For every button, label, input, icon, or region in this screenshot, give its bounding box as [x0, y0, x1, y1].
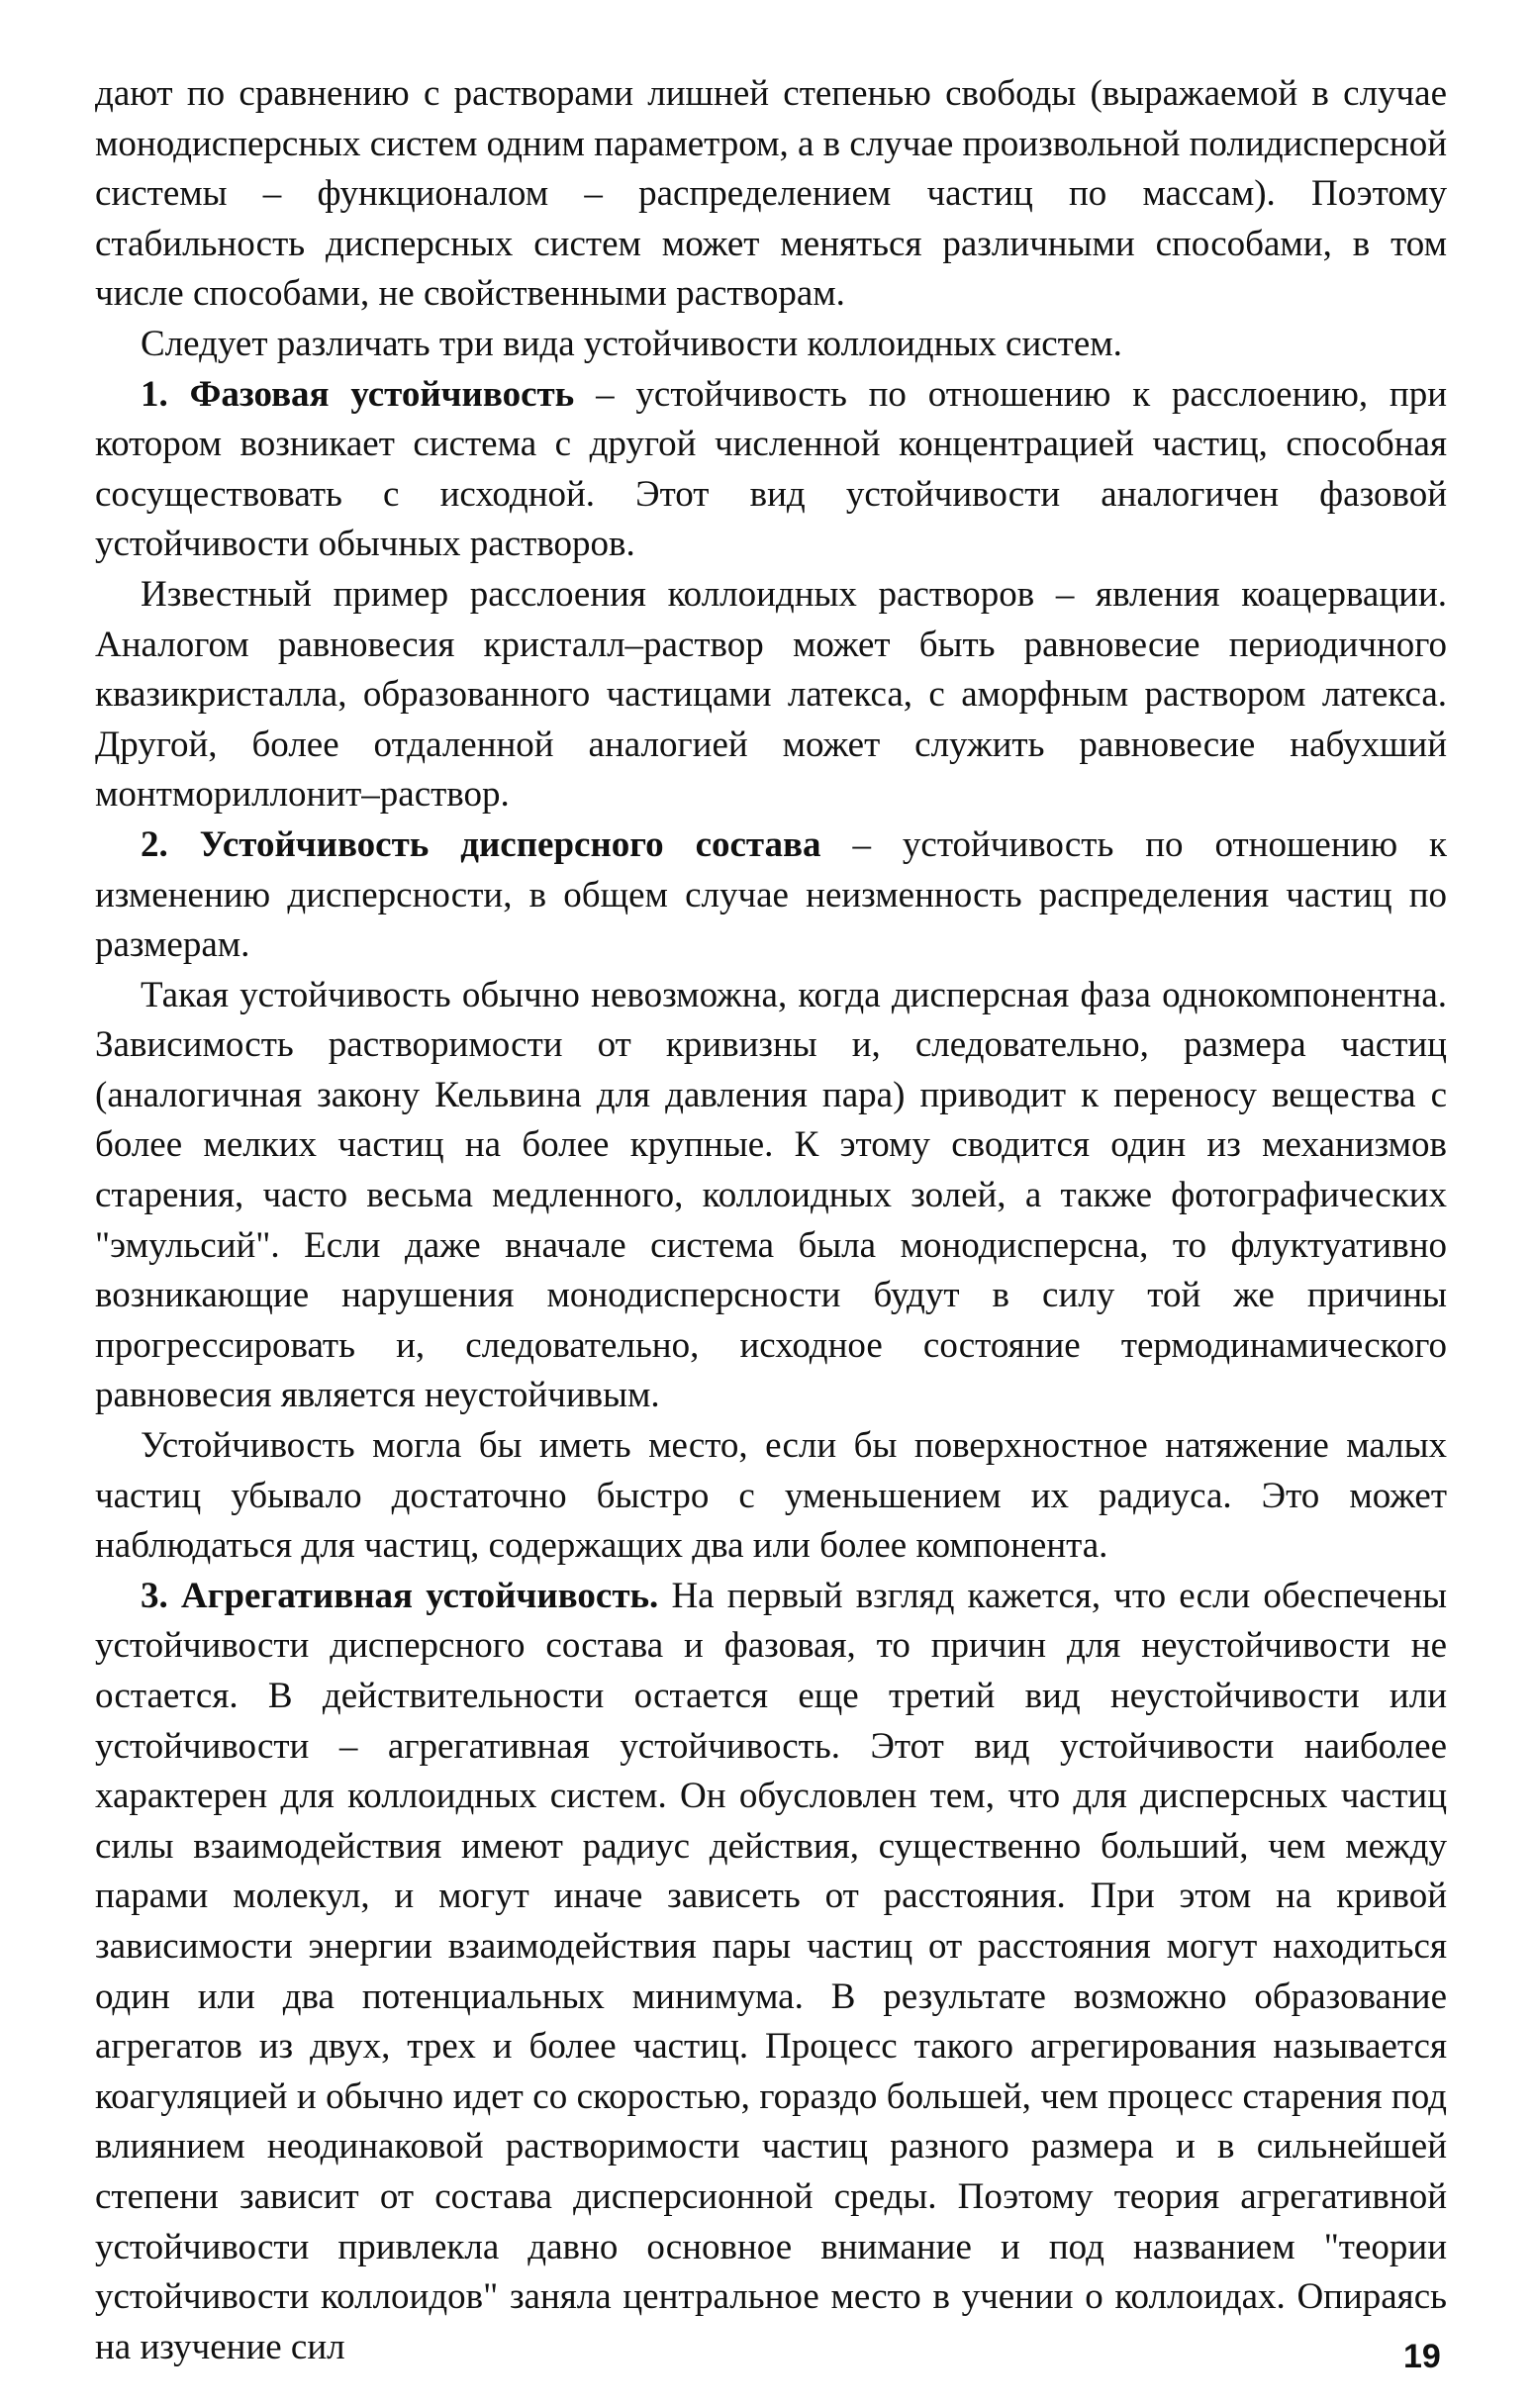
paragraph-text: дают по сравнению с растворами лишней степенью свободы (выражаемой в случае монодисперсных систем одним параметром, а в случае произвольной полидисперсной системы – функционалом – распределением частиц по массам). Поэтому стабильность дисперсных систем может меняться различными способами, в том числе способами, не свойственными растворам. [95, 73, 1447, 315]
paragraph-text: Такая устойчивость обычно невозможна, когда дисперсная фаза однокомпонентна. Зависимость растворимости от кривизны и, следовательно, размера частиц (аналогичная закону Кельвина для давления пара) приводит к переносу вещества с более мелких частиц на более крупные. К этому сводится один из механизмов старения, часто весьма медленного, коллоидных золей, а также фотографических "эмульсий". Если даже вначале система была монодисперсна, то флуктуативно возникающие нарушения монодисперсности будут в силу той же причины прогрессировать и, следовательно, исходное состояние термодинамического равновесия является неустойчивым. [95, 974, 1447, 1416]
paragraph-intro-continuation [95, 69, 1447, 320]
paragraph-text: Следует различать три вида устойчивости коллоидных систем. [141, 323, 1122, 364]
page-number: 19 [1403, 2338, 1441, 2375]
paragraph-text: – устойчивость по отношению к расслоению, при котором возникает система с другой численной концентрацией частиц, способная сосуществовать с исходной. Этот вид устойчивости аналогичен фазовой устойчивости обычных растворов. [95, 373, 1447, 565]
paragraph-text: – устойчивость по отношению к изменению дисперсности, в общем случае неизменность распределения частиц по размерам. [95, 823, 1447, 966]
paragraph-phase-stability [95, 370, 1447, 570]
section-heading-aggregative-stability: 3. Агрегативная устойчивость. [141, 1575, 659, 1616]
paragraph-text: На первый взгляд кажется, что если обеспечены устойчивости дисперсного состава и фазовая, то причин для неустойчивости не остается. В действительности остается еще третий вид неустойчивости или устойчивости – агрегативная устойчивость. Этот вид устойчивости наиболее характерен для коллоидных систем. Он обусловлен тем, что для дисперсных частиц силы взаимодействия имеют радиус действия, существенно больший, чем между парами молекул, и могут иначе зависеть от расстояния. При этом на кривой зависимости энергии взаимодействия пары частиц от расстояния могут находиться один или два потенциальных минимума. В результате возможно образование агрегатов из двух, трех и более частиц. Процесс такого агрегирования называется коагуляцией и обычно идет со скоростью, гораздо большей, чем процесс старения под влиянием неодинаковой растворимости частиц разного размера и в сильнейшей степени зависит от состава дисперсионной среды. Поэтому теория агрегативной устойчивости привлекла давно основное внимание и под названием "теории устойчивости коллоидов" заняла центральное место в учении о коллоидах. Опираясь на изучение сил [95, 1575, 1447, 2367]
paragraph-aggregative-stability [95, 1572, 1447, 2373]
page-body [95, 69, 1447, 2372]
paragraph-coacervation [95, 570, 1447, 820]
paragraph-text: Известный пример расслоения коллоидных растворов – явления коацервации. Аналогом равновесия кристалл–раствор может быть равновесие периодичного квазикристалла, образованного частицами латекса, с аморфным раствором латекса. Другой, более отдаленной аналогией может служить равновесие набухший монтмориллонит–раствор. [95, 573, 1447, 816]
paragraph-surface-tension [95, 1421, 1447, 1572]
section-heading-phase-stability: 1. Фазовая устойчивость [141, 373, 575, 415]
paragraph-dispersion-stability [95, 820, 1447, 971]
paragraph-text: Устойчивость могла бы иметь место, если бы поверхностное натяжение малых частиц убывало достаточно быстро с уменьшением их радиуса. Это может наблюдаться для частиц, содержащих два или более компонента. [95, 1425, 1447, 1567]
paragraph-aging [95, 971, 1447, 1421]
section-heading-dispersion-stability: 2. Устойчивость дисперсного состава [141, 823, 821, 865]
paragraph-three-kinds [95, 320, 1447, 370]
